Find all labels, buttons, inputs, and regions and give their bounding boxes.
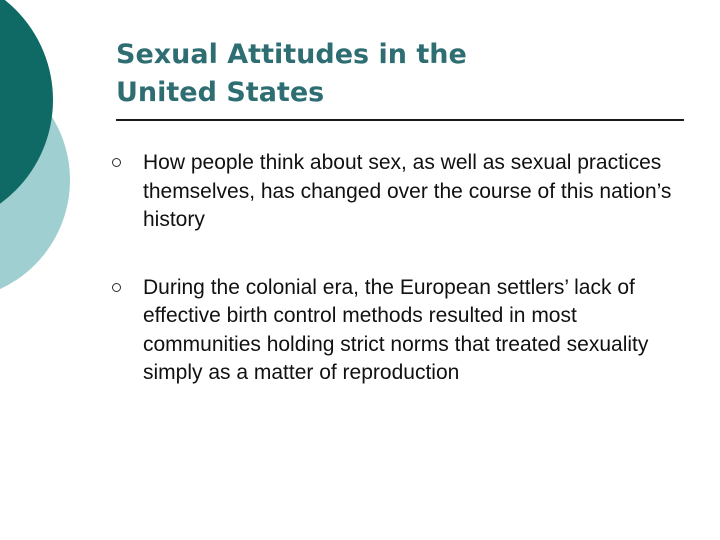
decorative-circles xyxy=(0,0,120,300)
title-divider xyxy=(116,119,684,121)
slide-title-line-1: Sexual Attitudes in the xyxy=(116,39,467,70)
bullet-text: During the colonial era, the European settlers’ lack of effective birth control methods resulted in most communities holding strict norms that treated sexuality simply as a matter of reproduction xyxy=(143,275,649,384)
hollow-circle-bullet-icon xyxy=(112,158,121,167)
bullet-list xyxy=(112,149,684,427)
slide-title-line-2: United States xyxy=(116,77,325,108)
hollow-circle-bullet-icon xyxy=(112,283,121,292)
slide-title xyxy=(116,36,676,112)
bullet-item xyxy=(112,274,684,388)
bullet-item xyxy=(112,149,684,235)
bullet-text: How people think about sex, as well as sexual practices themselves, has changed over the course of this nation’s history xyxy=(143,151,672,231)
